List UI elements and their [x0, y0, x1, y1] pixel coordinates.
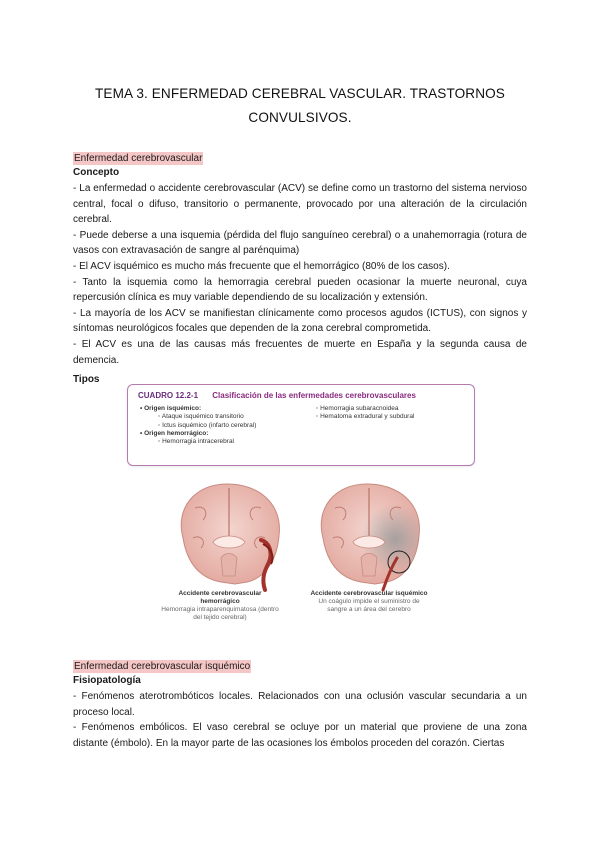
paragraph: - Tanto la isquemia como la hemorragia cerebral pueden ocasionar la muerte neuronal, cuya repercusión clínica es muy variable dependiendo de su localización y extensión. [73, 276, 527, 304]
cuadro-right-column [316, 405, 414, 422]
paragraph: - Fenómenos aterotrombóticos locales. Relacionados con una oclusión vascular secundaria a un proceso local. [73, 691, 527, 718]
cuadro-item: ◦ Ictus isquémico (infarto cerebral) [158, 421, 257, 429]
paragraph: - El ACV es una de las causas más frecuentes de muerte en España y la segunda causa de demencia. [73, 338, 527, 366]
hemorrhagic-brain [181, 484, 279, 590]
cuadro-title: Clasificación de las enfermedades cerebrovasculares [212, 391, 416, 400]
cuadro-item: • Origen hemorrágico: [140, 429, 209, 437]
cuadro-number: CUADRO 12.2-1 [138, 391, 199, 400]
section-cerebrovascular [73, 152, 527, 368]
caption-ischemic [308, 590, 430, 614]
classification-table-box [127, 384, 475, 466]
paragraph: - Puede deberse a una isquemia (pérdida del flujo sanguíneo cerebral) o a unahemorragia (rotura de vasos con extravasación de sangre al parénquima) [73, 229, 527, 257]
subheading-tipos: Tipos [73, 374, 100, 385]
cuadro-header [138, 391, 416, 400]
section-heading: Enfermedad cerebrovascular [74, 153, 203, 164]
cuadro-left-column [140, 405, 256, 446]
subheading-fisiopatologia: Fisiopatología [73, 675, 141, 686]
paragraph: - La enfermedad o accidente cerebrovascular (ACV) se define como un trastorno del sistema nervioso central, focal o difuso, transitorio o permanente, provocado por una alteración de la circulación cerebral. [73, 183, 527, 226]
caption-title: Accidente cerebrovascular isquémico [310, 590, 428, 597]
paragraph: - El ACV isquémico es mucho más frecuente que el hemorrágico (80% de los casos). [73, 260, 450, 272]
cuadro-item: ◦ Ataque isquémico transitorio [158, 413, 244, 421]
page-title [60, 82, 540, 130]
caption-subtitle: Un coágulo impide el suministro de sangre a un área del cerebro [318, 598, 420, 613]
title-line-2: CONVULSIVOS. [248, 110, 352, 125]
cuadro-item: ◦ Hemorragia subaracnoidea [316, 405, 399, 412]
subheading-concepto: Concepto [73, 167, 120, 178]
section-ischemic [73, 660, 527, 751]
brain-illustration [165, 478, 455, 598]
ischemic-brain [321, 484, 419, 590]
cuadro-item: ◦ Hematoma extradural y subdural [316, 413, 415, 421]
caption-subtitle: Hemorragia intraparenquimatosa (dentro del tejido cerebral) [161, 606, 279, 621]
caption-title: Accidente cerebrovascular hemorrágico [178, 590, 262, 605]
cuadro-item: ◦ Hemorragia intracerebral [158, 438, 235, 446]
section-heading: Enfermedad cerebrovascular isquémico [74, 661, 251, 672]
caption-hemorrhagic [160, 590, 280, 622]
paragraph: - Fenómenos embólicos. El vaso cerebral se ocluye por un material que proviene de una zona distante (émbolo). En la mayor parte de las ocasiones los émbolos proceden del corazón. Ciertas [73, 722, 527, 749]
cuadro-item: • Origen isquémico: [140, 405, 202, 412]
paragraph: - La mayoría de los ACV se manifiestan clínicamente como procesos agudos (ICTUS), con signos y síntomas neurológicos focales que dependen de la zona cerebral comprometida. [73, 307, 527, 335]
title-line-1: TEMA 3. ENFERMEDAD CEREBRAL VASCULAR. TRASTORNOS [95, 86, 505, 101]
